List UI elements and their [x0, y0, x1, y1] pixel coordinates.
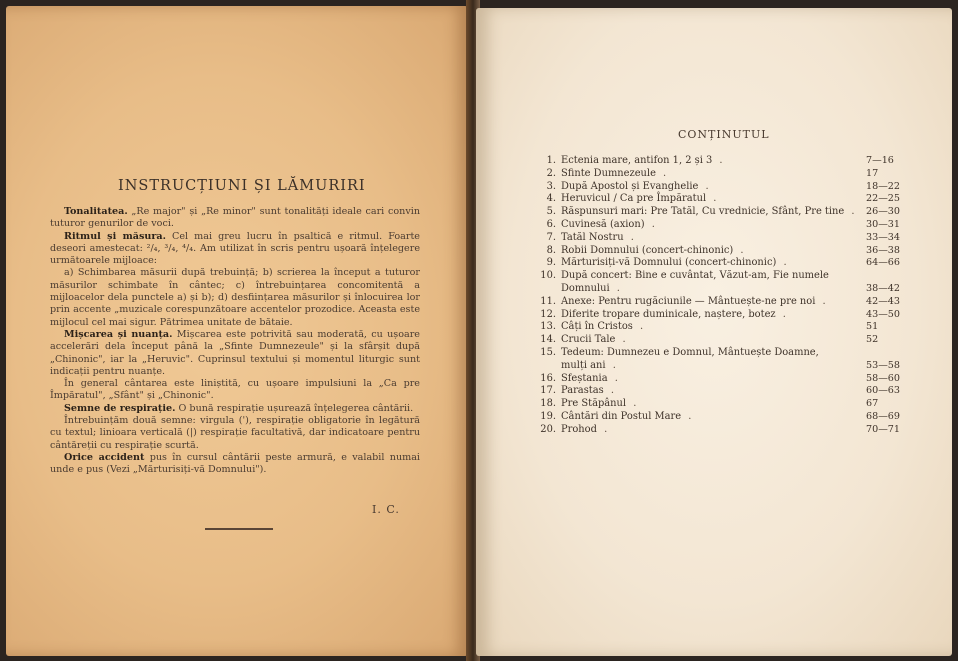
toc-text — [556, 245, 910, 258]
toc-title-line: Mărturisiți-vă Domnului (concert-chinonic) . — [561, 257, 791, 269]
toc-number: 1. — [546, 155, 556, 166]
toc-entry — [530, 398, 910, 411]
toc-title-line: Domnului . — [561, 282, 624, 294]
toc-title-line: Robii Domnului (concert-chinonic) . — [561, 244, 748, 256]
toc-number: 13. — [540, 321, 556, 333]
toc-number: 5. — [546, 206, 556, 218]
toc-title-line: Tatăl Nostru . — [561, 231, 638, 243]
paragraph-text: Mișcarea este potrivită sau moderată, cu ușoare accelerări dela început până la „Sfinte Dumnezeule" și la sfârșit după „Chinonic", iar la „Heruvic". Cuprinsul textului și momentul liturgic sunt indicații pentru nuanțe. — [50, 328, 420, 377]
toc-text — [556, 181, 910, 194]
instruction-paragraph — [50, 231, 420, 268]
toc-text — [556, 257, 910, 270]
toc-number: 7. — [546, 231, 556, 243]
toc-entry — [530, 424, 910, 437]
toc-title-line: Cuvinesă (axion) . — [561, 218, 659, 230]
leader-dots: . — [776, 257, 791, 269]
toc-entry — [530, 206, 910, 219]
leader-dots: . — [626, 398, 641, 410]
toc-text — [556, 411, 910, 424]
toc-title-line: Cântări din Postul Mare . — [561, 410, 696, 422]
toc-text — [556, 219, 910, 232]
toc-title-line: Răspunsuri mari: Pre Tatăl, Cu vrednicie, Sfânt, Pre tine . — [561, 206, 859, 218]
toc-title-line: Câți în Cristos . — [561, 321, 648, 333]
toc-text — [556, 168, 910, 181]
toc-entry — [530, 385, 910, 398]
instruction-paragraph — [50, 329, 420, 378]
toc-page-range: 22—25 — [866, 193, 901, 205]
leader-dots: . — [632, 321, 648, 333]
toc-number: 12. — [540, 308, 556, 320]
leader-dots: . — [603, 385, 618, 397]
toc-entry — [530, 347, 910, 373]
toc-title-line: Parastas . — [561, 385, 618, 397]
toc-title-line: Sfeștania . — [561, 372, 622, 384]
toc-page-range: 42—43 — [866, 295, 901, 307]
toc-entry — [530, 411, 910, 424]
divider-rule — [205, 528, 273, 530]
toc-number: 18. — [540, 398, 556, 410]
toc-title-line: Diferite tropare duminicale, naștere, botez . — [561, 308, 790, 320]
toc-text — [556, 385, 910, 398]
toc-page-range: 43—50 — [866, 308, 901, 320]
toc-entry — [530, 155, 910, 168]
toc-text — [556, 398, 910, 411]
toc-text — [556, 373, 910, 386]
paragraph-text: a) Schimbarea măsurii după trebuință; b) scrierea la început a tuturor măsurilor schimbate în cântec; c) întrebuințarea concomitentă a mijloacelor dela punctele a) și b); d) desființarea măsurilor și înlocuirea lor prin accente „muzicale corespunzătoare accentelor prozodice. Aceasta este mijlocul cel mai sigur. Pătrimea unitate de bătaie. — [50, 267, 420, 328]
toc-entry — [530, 168, 910, 181]
paragraph-lead: Mișcarea și nuanța. — [64, 328, 173, 340]
toc-entry — [530, 321, 910, 334]
leader-dots: . — [596, 423, 612, 435]
toc-number: 17. — [540, 385, 556, 397]
toc-entry — [530, 334, 910, 347]
toc-number: 15. — [540, 346, 556, 358]
leader-dots: . — [644, 218, 659, 230]
instructions-body — [50, 206, 420, 477]
toc-number: 11. — [540, 295, 556, 307]
toc-number: 10. — [540, 270, 556, 282]
toc-title-line: Heruvicul / Ca pre Împăratul . — [561, 193, 721, 205]
leader-dots: . — [712, 155, 727, 166]
leader-dots: . — [733, 244, 748, 256]
toc-number: 3. — [546, 180, 556, 192]
toc-title-line: Pre Stăpânul . — [561, 398, 641, 410]
toc-page-range: 17 — [866, 167, 879, 179]
toc-entry — [530, 296, 910, 309]
contents-title: CONȚINUTUL — [678, 128, 770, 141]
toc-page-range: 67 — [866, 398, 879, 410]
leader-dots: . — [706, 193, 721, 205]
leader-dots: . — [844, 206, 859, 218]
toc-page-range: 52 — [866, 334, 879, 346]
toc-title-line: Ectenia mare, antifon 1, 2 și 3 . — [561, 155, 727, 166]
instructions-title: INSTRUCȚIUNI ȘI LĂMURIRI — [118, 178, 366, 194]
leader-dots: . — [605, 359, 620, 371]
paragraph-text: pus în cursul cântării peste armură, e valabil numai unde e pus (Vezi „Mărturisiți-vă Domnului"). — [50, 451, 421, 476]
toc-title-line: După Apostol și Evanghelie . — [561, 180, 713, 192]
instruction-paragraph — [50, 403, 420, 415]
toc-text — [556, 296, 910, 309]
toc-text — [556, 270, 910, 296]
toc-title-line: Crucii Tale . — [561, 334, 630, 346]
toc-number: 20. — [540, 423, 556, 435]
toc-entry — [530, 193, 910, 206]
instruction-paragraph — [50, 415, 420, 452]
toc-text — [556, 155, 910, 168]
toc-number: 4. — [546, 193, 556, 205]
toc-title-line: Tedeum: Dumnezeu e Domnul, Mântuește Doamne, — [561, 346, 819, 358]
instruction-paragraph — [50, 378, 420, 403]
toc-entry — [530, 270, 910, 296]
leader-dots: . — [698, 180, 713, 192]
toc-text — [556, 206, 910, 219]
toc-number: 16. — [540, 372, 556, 384]
toc-page-range: 58—60 — [866, 372, 901, 384]
toc-text — [556, 193, 910, 206]
paragraph-lead: Ritmul și măsura. — [64, 230, 166, 242]
toc-text — [556, 309, 910, 322]
toc-text — [556, 321, 910, 334]
leader-dots: . — [615, 334, 630, 346]
toc-text — [556, 424, 910, 437]
toc-title-line: Prohod . — [561, 423, 612, 435]
toc-entry — [530, 181, 910, 194]
toc-number: 8. — [546, 244, 556, 256]
toc-page-range: 26—30 — [866, 206, 901, 218]
toc-number: 2. — [546, 167, 556, 179]
signature: I. C. — [372, 503, 400, 516]
toc-entry — [530, 309, 910, 322]
toc-page-range: 18—22 — [866, 180, 901, 192]
paragraph-lead: Semne de respirație. — [64, 402, 176, 414]
toc-number: 6. — [546, 218, 556, 230]
toc-title-line: mulți ani . — [561, 359, 620, 371]
toc-title-line: După concert: Bine e cuvântat, Văzut-am, Fie numele — [561, 270, 829, 282]
leader-dots: . — [775, 308, 790, 320]
toc-entry — [530, 257, 910, 270]
paragraph-text: În general cântarea este liniștită, cu ușoare impulsiuni la „Ca pre Împăratul", „Sfânt" și „Chinonic". — [50, 378, 420, 402]
paragraph-lead: Orice accident — [64, 451, 145, 463]
toc-page-range: 70—71 — [866, 423, 901, 435]
toc-title-line: Sfinte Dumnezeule . — [561, 167, 671, 179]
toc-page-range: 36—38 — [866, 244, 901, 256]
toc-text — [556, 347, 910, 373]
toc-entry — [530, 219, 910, 232]
leader-dots: . — [681, 410, 696, 422]
table-of-contents — [530, 155, 910, 437]
toc-page-range: 53—58 — [866, 359, 901, 371]
paragraph-text: Cel mai greu lucru în psaltică e ritmul. Foarte deseori amestecat: ²/₄, ³/₄, ⁴/₄. Am utilizat în scris pentru ușoară înțelegere următoarele mijloace: — [50, 230, 420, 267]
toc-page-range: 60—63 — [866, 385, 901, 397]
leader-dots: . — [623, 231, 638, 243]
toc-number: 14. — [540, 334, 556, 346]
instruction-paragraph — [50, 452, 420, 477]
leader-dots: . — [815, 295, 830, 307]
toc-entry — [530, 373, 910, 386]
toc-page-range: 7—16 — [866, 155, 894, 166]
leader-dots: . — [655, 167, 671, 179]
toc-title-line: Anexe: Pentru rugăciunile — Mântuește-ne pre noi . — [561, 295, 830, 307]
toc-entry — [530, 232, 910, 245]
paragraph-text: „Re major" și „Re minor" sunt tonalități ideale cari convin tuturor genurilor de voci. — [50, 206, 420, 230]
toc-text — [556, 334, 910, 347]
toc-page-range: 51 — [866, 321, 879, 333]
toc-page-range: 68—69 — [866, 410, 901, 422]
toc-number: 19. — [540, 410, 556, 422]
paragraph-text: O bună respirație ușurează înțelegerea cântării. — [175, 402, 414, 414]
toc-text — [556, 232, 910, 245]
leader-dots: . — [609, 282, 624, 294]
toc-page-range: 30—31 — [866, 218, 901, 230]
instruction-paragraph — [50, 267, 420, 328]
instruction-paragraph — [50, 206, 420, 231]
paragraph-lead: Tonalitatea. — [64, 206, 128, 217]
toc-entry — [530, 245, 910, 258]
toc-page-range: 33—34 — [866, 231, 901, 243]
toc-number: 9. — [546, 257, 556, 269]
leader-dots: . — [607, 372, 622, 384]
toc-page-range: 64—66 — [866, 257, 901, 269]
paragraph-text: Întrebuințăm două semne: virgula ('), respirație obligatorie în legătură cu textul; linioara verticală (|) respirație facultativă, dar indicatoare pentru cântăreții cu respirație scurtă. — [50, 415, 420, 451]
toc-page-range: 38—42 — [866, 282, 901, 294]
